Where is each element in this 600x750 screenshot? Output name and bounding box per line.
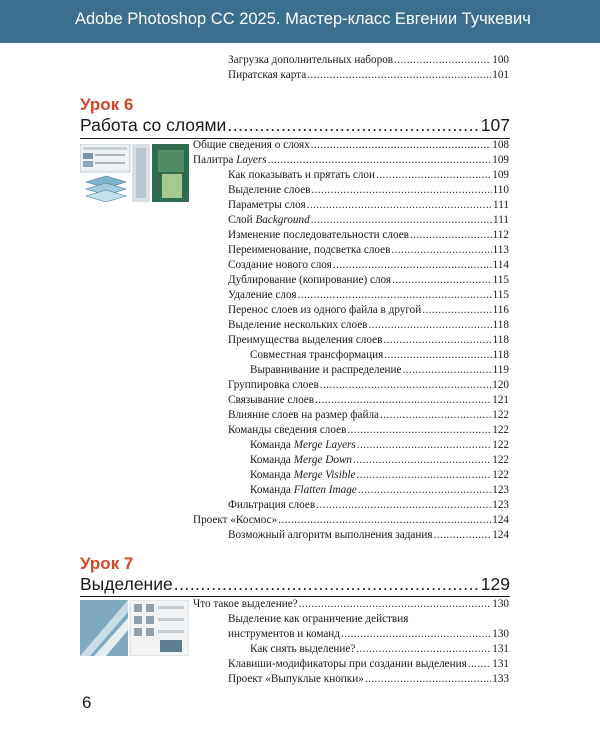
toc-entry[interactable]: Перенос слоев из одного файла в другой ..... 116 — [228, 302, 509, 318]
toc-entry[interactable]: Параметры слоя ..... 111 — [228, 197, 509, 213]
toc-entry[interactable]: Фильтрация слоев ..... 123 — [228, 497, 509, 513]
toc-entry[interactable]: Загрузка дополнительных наборов ..... 100 — [228, 52, 509, 68]
toc-entry[interactable]: Переименование, подсветка слоев ..... 113 — [228, 242, 509, 258]
toc-entry[interactable]: Команда Flatten Image ..... 123 — [250, 482, 509, 498]
running-header — [0, 0, 600, 43]
toc-entry[interactable]: Влияние слоев на размер файла ..... 122 — [228, 407, 509, 423]
toc-entry[interactable]: Как снять выделение? ..... 131 — [250, 641, 509, 657]
toc-entry[interactable]: Выравнивание и распределение ..... 119 — [250, 362, 509, 378]
toc-entry[interactable]: Проект «Выпуклые кнопки» ..... 133 — [228, 671, 509, 687]
toc-entry[interactable]: Что такое выделение? ..... 130 — [193, 596, 509, 612]
toc-entry[interactable]: Изменение последовательности слоев ..... 112 — [228, 227, 509, 243]
toc-entry[interactable]: Преимущества выделения слоев ..... 118 — [228, 332, 509, 348]
lesson-label: Урок 7 — [80, 554, 134, 573]
toc-entry[interactable]: Возможный алгоритм выполнения задания ..... 124 — [228, 527, 509, 543]
toc-entry[interactable]: Слой Background ..... 111 — [228, 212, 509, 228]
toc-entry[interactable]: Команда Merge Visible ..... 122 — [250, 467, 509, 483]
toc-entry[interactable]: Проект «Космос» ..... 124 — [193, 512, 509, 528]
toc-entry[interactable]: Связывание слоев ..... 121 — [228, 392, 509, 408]
toc-entry[interactable]: Дублирование (копирование) слоя ..... 115 — [228, 272, 509, 288]
toc-entry[interactable]: Палитра Layers ..... 109 — [193, 152, 509, 168]
toc-entry[interactable]: Группировка слоев ..... 120 — [228, 377, 509, 393]
toc-entry[interactable]: Команда Merge Layers ..... 122 — [250, 437, 509, 453]
toc-entry[interactable]: Выделение нескольких слоев ..... 118 — [228, 317, 509, 333]
toc-entry[interactable]: Выделение слоев ..... 110 — [228, 182, 509, 198]
toc-entry[interactable]: Клавиши-модификаторы при создании выделения ..... 131 — [228, 656, 509, 672]
toc-entry[interactable]: Удаление слоя ..... 115 — [228, 287, 509, 303]
lesson-title[interactable]: Выделение ..... 129 — [80, 572, 510, 596]
toc-entry[interactable]: Команды сведения слоев ..... 122 — [228, 422, 509, 438]
toc-entry[interactable]: Общие сведения о слоях ..... 108 — [193, 137, 509, 153]
page-number: 6 — [82, 693, 92, 712]
layers-illustration — [80, 144, 189, 202]
toc-entry: Выделение как ограничение действия — [228, 613, 409, 625]
selection-illustration — [80, 600, 189, 656]
toc-entry[interactable]: Как показывать и прятать слои ..... 109 — [228, 167, 509, 183]
header-title: Adobe Photoshop CC 2025. Мастер-класс Евгении Тучкевич — [75, 10, 531, 28]
toc-entry[interactable]: Создание нового слоя ..... 114 — [228, 257, 509, 273]
toc-entry[interactable]: Команда Merge Down ..... 122 — [250, 452, 509, 468]
lesson-title[interactable]: Работа со слоями ..... 107 — [80, 113, 510, 137]
lesson-label: Урок 6 — [80, 95, 134, 114]
toc-entry[interactable]: инструментов и команд ..... 130 — [228, 626, 509, 642]
toc-entry[interactable]: Пиратская карта ..... 101 — [228, 67, 509, 83]
toc-entry[interactable]: Совместная трансформация ..... 118 — [250, 347, 509, 363]
